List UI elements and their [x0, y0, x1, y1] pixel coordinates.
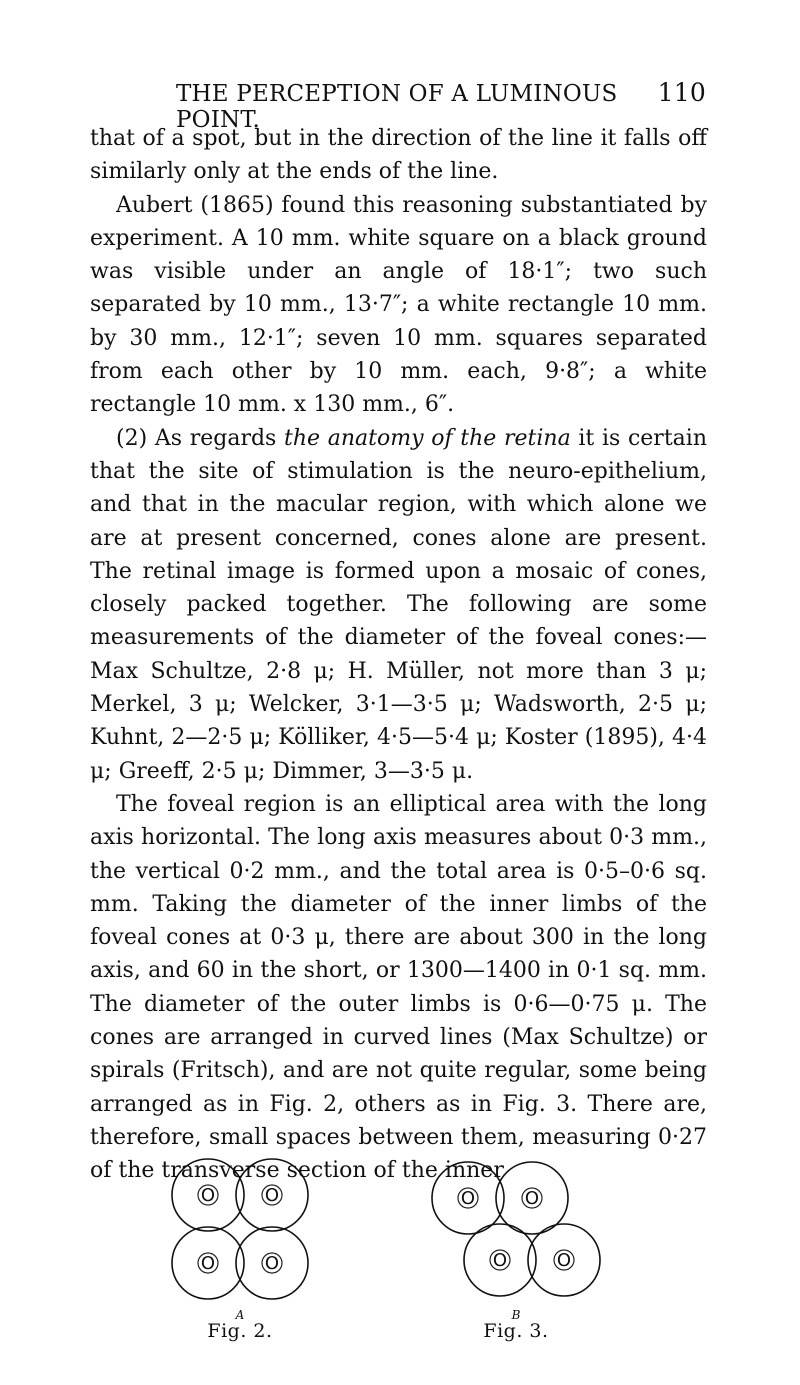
running-title: THE PERCEPTION OF A LUMINOUS POINT. [176, 81, 618, 133]
paragraph-3-rest: it is certain that the site of stimulation is the neuro-epithelium, and that in the macular region, with which alone we are at present concerned, cones alone are present. The retinal image is formed upon a mosaic of cones, closely packed together. The following are some measurements of the diameter of the foveal cones:—Max Schultze, 2·8 μ; H. Müller, not more than 3 μ; Merkel, 3 μ; Welcker, 3·1—3·5 μ; Wadsworth, 2·5 μ; Kuhnt, 2—2·5 μ; Kölliker, 4·5—5·4 μ; Koster (1895), 4·4 μ; Greeff, 2·5 μ; Dimmer, 3—3·5 μ. [90, 425, 707, 784]
paragraph-1: that of a spot, but in the direction of the line it falls off similarly only at the ends of the line. [90, 126, 707, 185]
cone-label: O [264, 1253, 280, 1274]
cone-label: O [200, 1253, 216, 1274]
cone-cell-top-left [172, 1159, 244, 1231]
cone-cell-top-right [496, 1162, 568, 1234]
page-number: 110 [657, 78, 706, 107]
cone-cell-top-right [236, 1159, 308, 1231]
figure-3 [408, 1158, 608, 1342]
cone-cell-bottom-left [172, 1227, 244, 1299]
paragraph-4: The foveal region is an elliptical area with the long axis horizontal. The long axis measures about 0·3 mm., the vertical 0·2 mm., and the total area is 0·5–0·6 sq. mm. Taking the diameter of the inner limbs of the foveal cones at 0·3 μ, there are about 300 in the long axis, and 60 in the short, or 1300—1400 in 0·1 sq. mm. The diameter of the outer limbs is 0·6—0·75 μ. The cones are arranged in curved lines (Max Schultze) or spirals (Fritsch), and are not quite regular, some being arranged as in Fig. 2, others as in Fig. 3. There are, therefore, small spaces between them, measuring 0·27 of the transverse section of the inner [90, 791, 707, 1184]
paragraph-3-emphasis: the anatomy of the retina [284, 425, 571, 451]
figure-2-caption: Fig. 2. [207, 1320, 273, 1342]
body-text [90, 122, 707, 1188]
paragraph-2: Aubert (1865) found this reasoning substantiated by experiment. A 10 mm. white square on a black ground was visible under an angle of 18·1″; two such separated by 10 mm., 13·7″; a white rectangle 10 mm. by 30 mm., 12·1″; seven 10 mm. squares separated from each other by 10 mm. each, 9·8″; a white rectangle 10 mm. x 130 mm., 6″. [90, 192, 707, 418]
cone-label: O [492, 1250, 508, 1271]
cone-label: O [556, 1250, 572, 1271]
figure-2-diagram [152, 1158, 352, 1308]
cone-label: O [524, 1188, 540, 1209]
paragraph-3-lead: (2) As regards [116, 425, 285, 451]
cone-cell-bottom-right [236, 1227, 308, 1299]
figures-row [140, 1158, 660, 1342]
figure-2-letter: A [235, 1308, 245, 1322]
cone-cell-bottom-right [528, 1224, 600, 1296]
figure-3-caption: Fig. 3. [483, 1320, 549, 1342]
cone-cell-top-left [432, 1162, 504, 1234]
figure-2 [152, 1158, 352, 1342]
paragraph-3 [90, 422, 707, 788]
figure-3-letter: B [511, 1308, 521, 1322]
cone-cell-bottom-left [464, 1224, 536, 1296]
cone-label: O [460, 1188, 476, 1209]
figure-3-diagram [408, 1158, 628, 1308]
cone-label: O [200, 1185, 216, 1206]
cone-label: O [264, 1185, 280, 1206]
